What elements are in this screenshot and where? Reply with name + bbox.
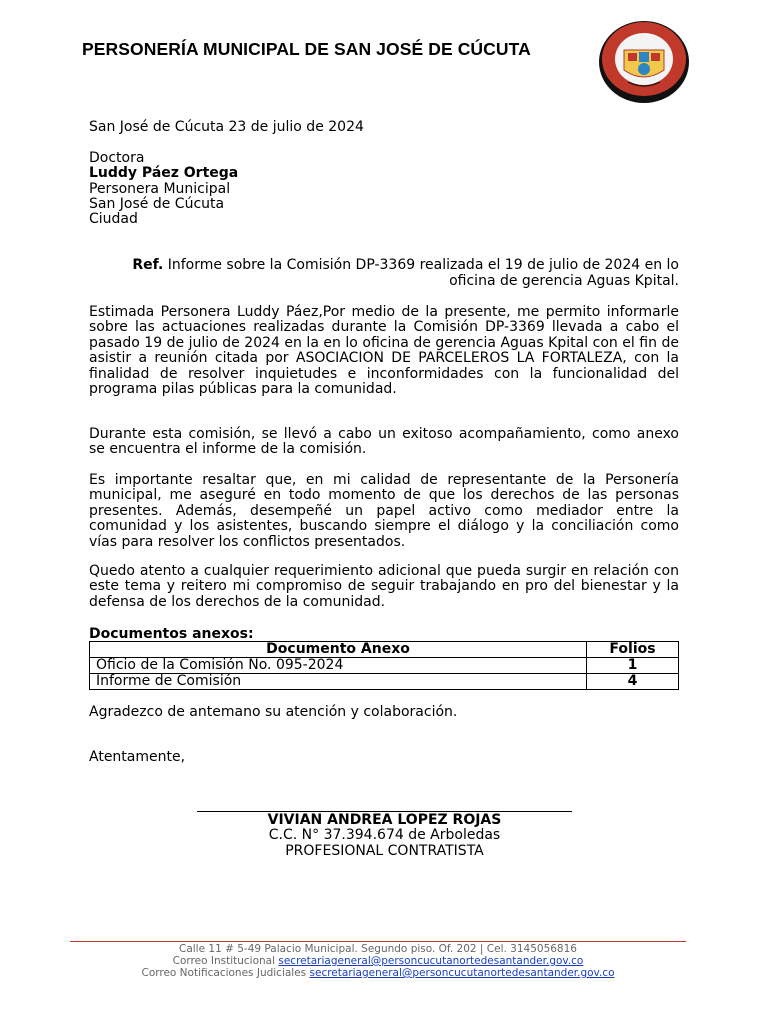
signer-name: VIVIAN ANDREA LOPEZ ROJAS	[267, 812, 502, 828]
footer-divider	[70, 941, 686, 942]
table-row	[90, 658, 679, 674]
body-paragraph-1: Estimada Personera Luddy Páez,Por medio de la presente, me permito informarle sobre las actuaciones realizadas durante la Comisión DP-3369 llevada a cabo el pasado 19 de julio de 2024 en la en lo oficina de gerencia Aguas Kpital con el fin de asistir a reunión citada por ASOCIACION DE PARCELEROS LA FORTALEZA, con la finalidad de resolver inquietudes e inconformidades con la funcionalidad del programa pilas públicas para la comunidad.	[89, 304, 679, 398]
annex-folios-cell: 4	[587, 674, 679, 690]
recipient-role: Personera Municipal	[89, 181, 231, 197]
annex-document-cell: Informe de Comisión	[90, 674, 587, 690]
annex-folios-cell: 1	[587, 658, 679, 674]
signer-id: C.C. N° 37.394.674 de Arboledas	[268, 827, 501, 843]
table-header-row	[90, 642, 679, 658]
letterhead-title: PERSONERÍA MUNICIPAL DE SAN JOSÉ DE CÚCUTA	[82, 39, 531, 59]
body-paragraph-4: Quedo atento a cualquier requerimiento adicional que pueda surgir en relación con este tema y reitero mi compromiso de seguir trabajando en pro del bienestar y la defensa de los derechos de la comunidad.	[89, 563, 679, 610]
annexes-table	[89, 641, 679, 690]
column-header-document: Documento Anexo	[90, 642, 587, 658]
recipient-salutation: Doctora	[89, 150, 145, 166]
table-row	[90, 674, 679, 690]
footer-notifications-label: Correo Notificaciones Judiciales	[141, 967, 307, 979]
body-paragraph-3: Es importante resaltar que, en mi calidad de representante de la Personería municipal, me aseguré en todo momento de que los derechos de las personas presentes. Además, desempeñé un papel activo como mediador entre la comunidad y los asistentes, buscando siempre el diálogo y la conciliación como vías para resolver los conflictos presentados.	[89, 472, 679, 550]
column-header-folios: Folios	[587, 642, 679, 658]
notifications-email-link[interactable]: secretariageneral@personcucutanortedesantander.gov.co	[309, 967, 615, 979]
recipient-place: Ciudad	[89, 211, 138, 227]
closing-thanks: Agradezco de antemano su atención y colaboración.	[89, 704, 458, 720]
recipient-name: Luddy Páez Ortega	[89, 165, 239, 181]
reference-block	[89, 258, 679, 289]
footer-address: Calle 11 # 5-49 Palacio Municipal. Segundo piso. Of. 202 | Cel. 3145056816	[179, 943, 577, 955]
signer-role: PROFESIONAL CONTRATISTA	[285, 843, 484, 859]
reference-label: Ref.	[132, 257, 164, 273]
footer-institutional-email-line	[70, 955, 686, 967]
recipient-city: San José de Cúcuta	[89, 196, 225, 212]
reference-text: Informe sobre la Comisión DP-3369 realizada el 19 de julio de 2024 en lo oficina de gerencia Aguas Kpital.	[167, 257, 679, 289]
letter-date: San José de Cúcuta 23 de julio de 2024	[89, 119, 364, 135]
personeria-seal-logo	[598, 18, 690, 104]
footer-notifications-email-line	[70, 967, 686, 979]
annex-document-cell: Oficio de la Comisión No. 095-2024	[90, 658, 587, 674]
annexes-title: Documentos anexos:	[89, 626, 254, 642]
closing-regards: Atentamente,	[89, 749, 186, 765]
institutional-email-link[interactable]: secretariageneral@personcucutanortedesantander.gov.co	[278, 955, 584, 967]
footer-institutional-label: Correo Institucional	[172, 955, 276, 967]
body-paragraph-2: Durante esta comisión, se llevó a cabo un exitoso acompañamiento, como anexo se encuentra el informe de la comisión.	[89, 426, 679, 458]
